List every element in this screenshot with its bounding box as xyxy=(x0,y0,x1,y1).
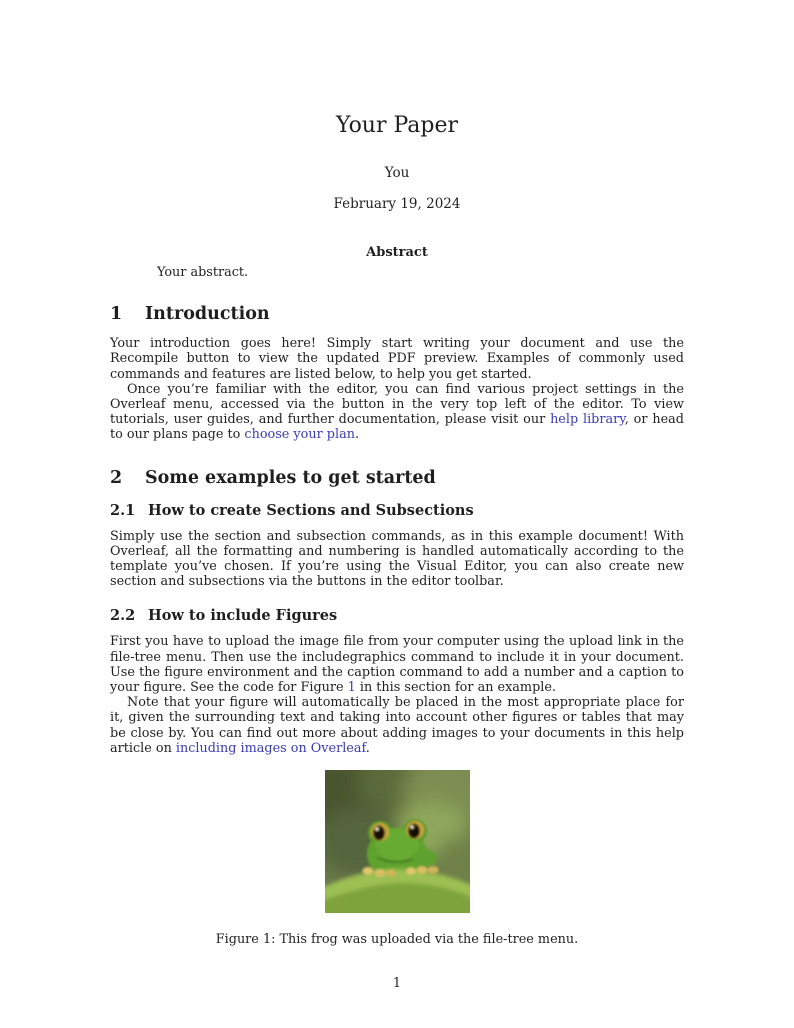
subsection-2-1-paragraph-1 xyxy=(110,529,684,590)
subsection-2-2-paragraph-2 xyxy=(110,695,684,756)
subsection-2-1-heading xyxy=(110,502,684,520)
text-segment: First you have to upload the image file from your computer using the upload link in the file-tree menu. Then use the includegraphics command to include it in your document. Use the figure environment and the caption command to add a number and a caption to your figure. See the code for Figure xyxy=(110,634,684,696)
subsection-2-1-number: 2.1 xyxy=(110,501,136,519)
text-segment: , or head to our plans page to xyxy=(110,412,684,443)
section-1-title: Introduction xyxy=(145,304,270,325)
frog-leg xyxy=(413,849,437,867)
page-number: 1 xyxy=(392,976,402,991)
figure-1 xyxy=(110,770,684,947)
text-segment: . xyxy=(365,740,370,756)
abstract-text: Your abstract. xyxy=(157,265,249,280)
section-2-number: 2 xyxy=(110,467,123,488)
paper-title: Your Paper xyxy=(335,113,459,138)
subsection-2-2-title: How to include Figures xyxy=(148,607,338,625)
frog-photo xyxy=(325,770,470,913)
text-segment: Simply use the section and subsection commands, as in this example document! With Overleaf, all the formatting and numbering is handled automatically according to the template you’ve chosen. If you’re using the Visual Editor, you can also create new section and subsections via the buttons in the editor toolbar. xyxy=(110,528,684,590)
figure-1-caption: Figure 1: This frog was uploaded via the file-tree menu. xyxy=(215,932,579,948)
subsection-2-1-title: How to create Sections and Subsections xyxy=(148,501,474,519)
section-1-paragraph-1 xyxy=(110,336,684,382)
text-segment: in this section for an example. xyxy=(355,680,556,696)
inline-link[interactable]: 1 xyxy=(347,680,356,696)
inline-link[interactable]: including images on Overleaf xyxy=(175,740,366,756)
subsection-2-2-heading xyxy=(110,607,684,625)
abstract-heading: Abstract xyxy=(366,245,428,260)
section-2-heading xyxy=(110,467,684,489)
text-segment: Note that your figure will automatically be placed in the most appropriate place for it, given the surrounding text and taking into account other figures or tables that may be close by. You can find out more about adding images to your documents in this help article on xyxy=(110,695,684,756)
subsection-2-2-number: 2.2 xyxy=(110,607,136,625)
inline-link[interactable]: help library xyxy=(550,412,625,428)
paper-date: February 19, 2024 xyxy=(333,196,461,212)
section-1-paragraph-2 xyxy=(110,382,684,443)
section-1-heading xyxy=(110,303,684,325)
inline-link[interactable]: choose your plan xyxy=(244,427,355,443)
section-2-title: Some examples to get started xyxy=(145,467,436,488)
section-1-number: 1 xyxy=(110,304,123,325)
text-segment: Your introduction goes here! Simply start writing your document and use the Recompile button to view the updated PDF preview. Examples of commonly used commands and features are listed below, to help you get started. xyxy=(110,336,684,382)
paper-author: You xyxy=(384,165,410,181)
text-segment: Once you’re familiar with the editor, you can find various project settings in the Overleaf menu, accessed via the button in the very top left of the editor. To view tutorials, user guides, and further documentation, please visit our xyxy=(110,381,684,428)
subsection-2-2-paragraph-1 xyxy=(110,634,684,695)
text-segment: . xyxy=(354,427,360,443)
